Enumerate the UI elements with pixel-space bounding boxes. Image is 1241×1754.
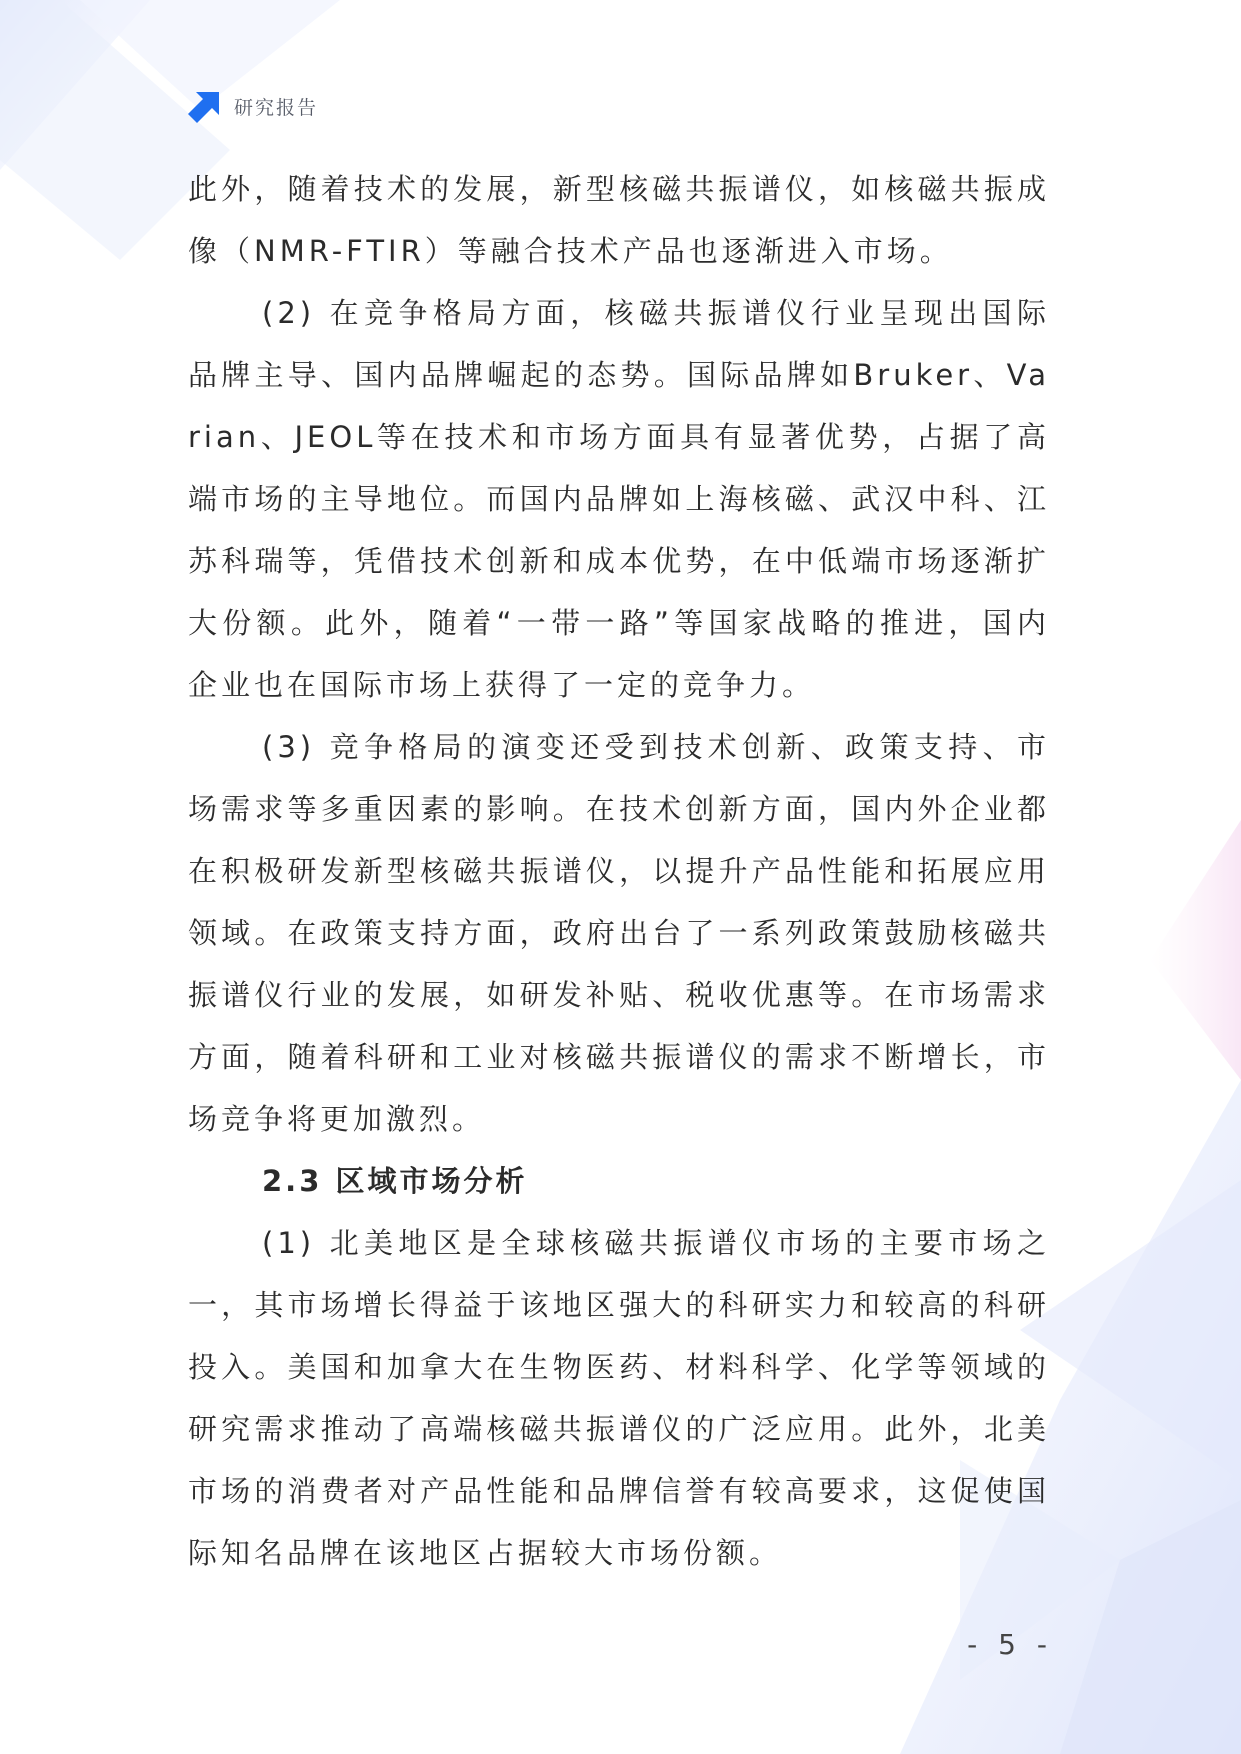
- page-header: [188, 88, 318, 124]
- section-heading: 2.3 区域市场分析: [262, 1164, 528, 1198]
- document-body: [188, 158, 1050, 1584]
- paragraph-1: 此外，随着技术的发展，新型核磁共振谱仪，如核磁共振成像（NMR-FTIR）等融合技术产品也逐渐进入市场。: [188, 172, 1050, 268]
- header-title: 研究报告: [234, 96, 319, 119]
- paragraph-2: (2) 在竞争格局方面，核磁共振谱仪行业呈现出国际品牌主导、国内品牌崛起的态势。国际品牌如Bruker、Varian、JEOL等在技术和市场方面具有显著优势，占据了高端市场的主导地位。而国内品牌如上海核磁、武汉中科、江苏科瑞等，凭借技术创新和成本优势，在中低端市场逐渐扩大份额。此外，随着“一带一路”等国家战略的推进，国内企业也在国际市场上获得了一定的竞争力。: [188, 296, 1050, 702]
- arrow-up-right-logo-icon: [188, 89, 222, 123]
- paragraph-3: (3) 竞争格局的演变还受到技术创新、政策支持、市场需求等多重因素的影响。在技术创新方面，国内外企业都在积极研发新型核磁共振谱仪，以提升产品性能和拓展应用领域。在政策支持方面，政府出台了一系列政策鼓励核磁共振谱仪行业的发展，如研发补贴、税收优惠等。在市场需求方面，随着科研和工业对核磁共振谱仪的需求不断增长，市场竞争将更加激烈。: [188, 730, 1050, 1136]
- page-number: - 5 -: [967, 1628, 1053, 1661]
- paragraph-4: (1) 北美地区是全球核磁共振谱仪市场的主要市场之一，其市场增长得益于该地区强大的科研实力和较高的科研投入。美国和加拿大在生物医药、材料科学、化学等领域的研究需求推动了高端核磁共振谱仪的广泛应用。此外，北美市场的消费者对产品性能和品牌信誉有较高要求，这促使国际知名品牌在该地区占据较大市场份额。: [188, 1226, 1050, 1570]
